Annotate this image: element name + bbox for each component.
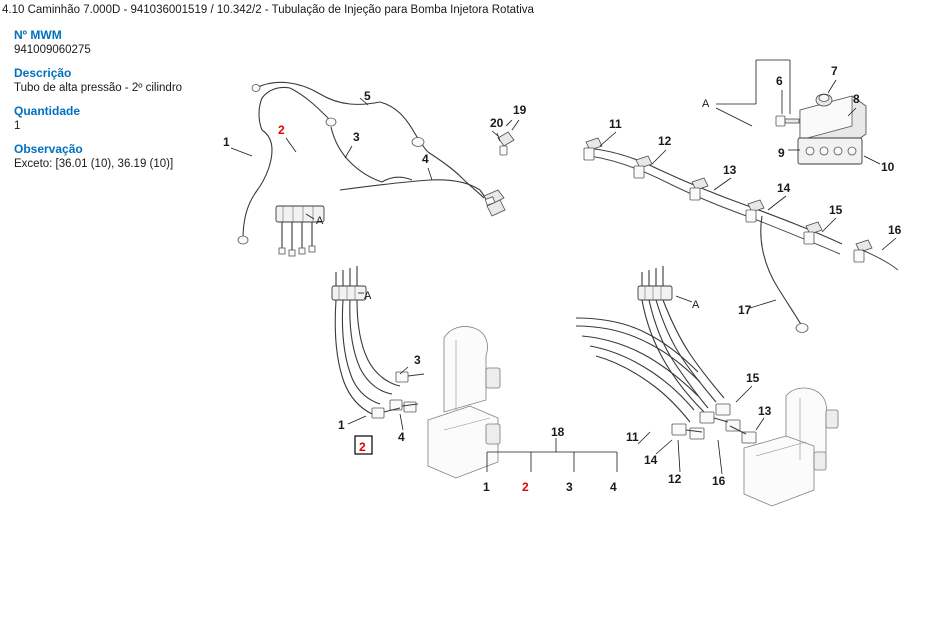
manifold-block-bottom-right <box>638 286 672 300</box>
engine-head-silhouette-left <box>428 326 500 478</box>
injector-fitting-group <box>484 190 505 216</box>
quantity-label: Quantidade <box>14 104 81 118</box>
callout-1-bottom-left: 1 <box>338 418 345 432</box>
callout-5-top-left: 5 <box>364 89 371 103</box>
callout-a-top-right: A <box>702 98 710 110</box>
br-fitting-cluster <box>672 404 756 443</box>
callout-3-bottom-left: 3 <box>414 353 421 367</box>
callout-20-top-left: 20 <box>490 116 504 130</box>
callout-18-group: 18 <box>551 425 565 439</box>
page-title: 4.10 Caminhão 7.000D - 941036001519 / 10.342/2 - Tubulação de Injeção para Bomba Injetora Rotativa <box>2 4 534 16</box>
bottom-left-assembly <box>332 266 500 478</box>
callout-6-top-right: 6 <box>776 74 783 88</box>
callout-4-bottom-left: 4 <box>398 430 405 444</box>
callout-3-top-left: 3 <box>353 130 360 144</box>
description-value: Tubo de alta pressão - 2º cilindro <box>14 82 183 94</box>
hose-17 <box>761 216 802 326</box>
mwm-number-value: 941009060275 <box>14 44 91 56</box>
callout-14-top-right: 14 <box>777 181 791 195</box>
callout-a-bottom-left: A <box>364 290 372 302</box>
callout-a-bottom-right: A <box>692 299 700 311</box>
mwm-number-label: Nº MWM <box>14 28 62 42</box>
callout-17-top-right: 17 <box>738 303 752 317</box>
callout-11-bottom-right: 11 <box>626 430 639 444</box>
callout-16-top-right: 16 <box>888 223 902 237</box>
group-item-3: 3 <box>566 480 573 494</box>
bolt-6 <box>776 116 799 126</box>
bl-fitting-1 <box>372 408 384 418</box>
callout-2-bottom-left: 2 <box>359 440 366 454</box>
callout-13-top-right: 13 <box>723 163 737 177</box>
callout-10-top-right: 10 <box>881 160 895 174</box>
description-label: Descrição <box>14 66 72 80</box>
quantity-value: 1 <box>14 120 21 132</box>
callout-11-top-right: 11 <box>609 117 622 131</box>
callout-12-bottom-right: 12 <box>668 472 682 486</box>
top-right-assembly <box>584 60 898 333</box>
callout-16-bottom-right: 16 <box>712 474 726 488</box>
callout-a-top-left: A <box>316 215 324 227</box>
tube-1-end-fitting <box>238 236 248 244</box>
callout-7-top-right: 7 <box>831 64 838 78</box>
bl-fitting-3 <box>404 402 416 412</box>
bl-fitting-4 <box>396 372 408 382</box>
callout-4-top-left: 4 <box>422 152 429 166</box>
observation-value: Exceto: [36.01 (10), 36.19 (10)] <box>14 158 174 170</box>
callout-15-top-right: 15 <box>829 203 843 217</box>
group-item-4: 4 <box>610 480 617 494</box>
group-item-2: 2 <box>522 480 529 494</box>
callout-9-top-right: 9 <box>778 146 785 160</box>
callout-2-top-left: 2 <box>278 123 285 137</box>
callout-19-top-left: 19 <box>513 103 527 117</box>
callout-12-top-right: 12 <box>658 134 672 148</box>
top-left-assembly <box>231 82 519 256</box>
group-item-1: 1 <box>483 480 490 494</box>
callout-1-top-left: 1 <box>223 135 230 149</box>
callout-15-bottom-right: 15 <box>746 371 760 385</box>
callout-14-bottom-right: 14 <box>644 453 658 467</box>
observation-label: Observação <box>14 142 83 156</box>
group-bracket-18 <box>487 438 617 472</box>
bottom-right-assembly <box>576 266 838 506</box>
callout-8-top-right: 8 <box>853 92 860 106</box>
callout-13-bottom-right: 13 <box>758 404 772 418</box>
